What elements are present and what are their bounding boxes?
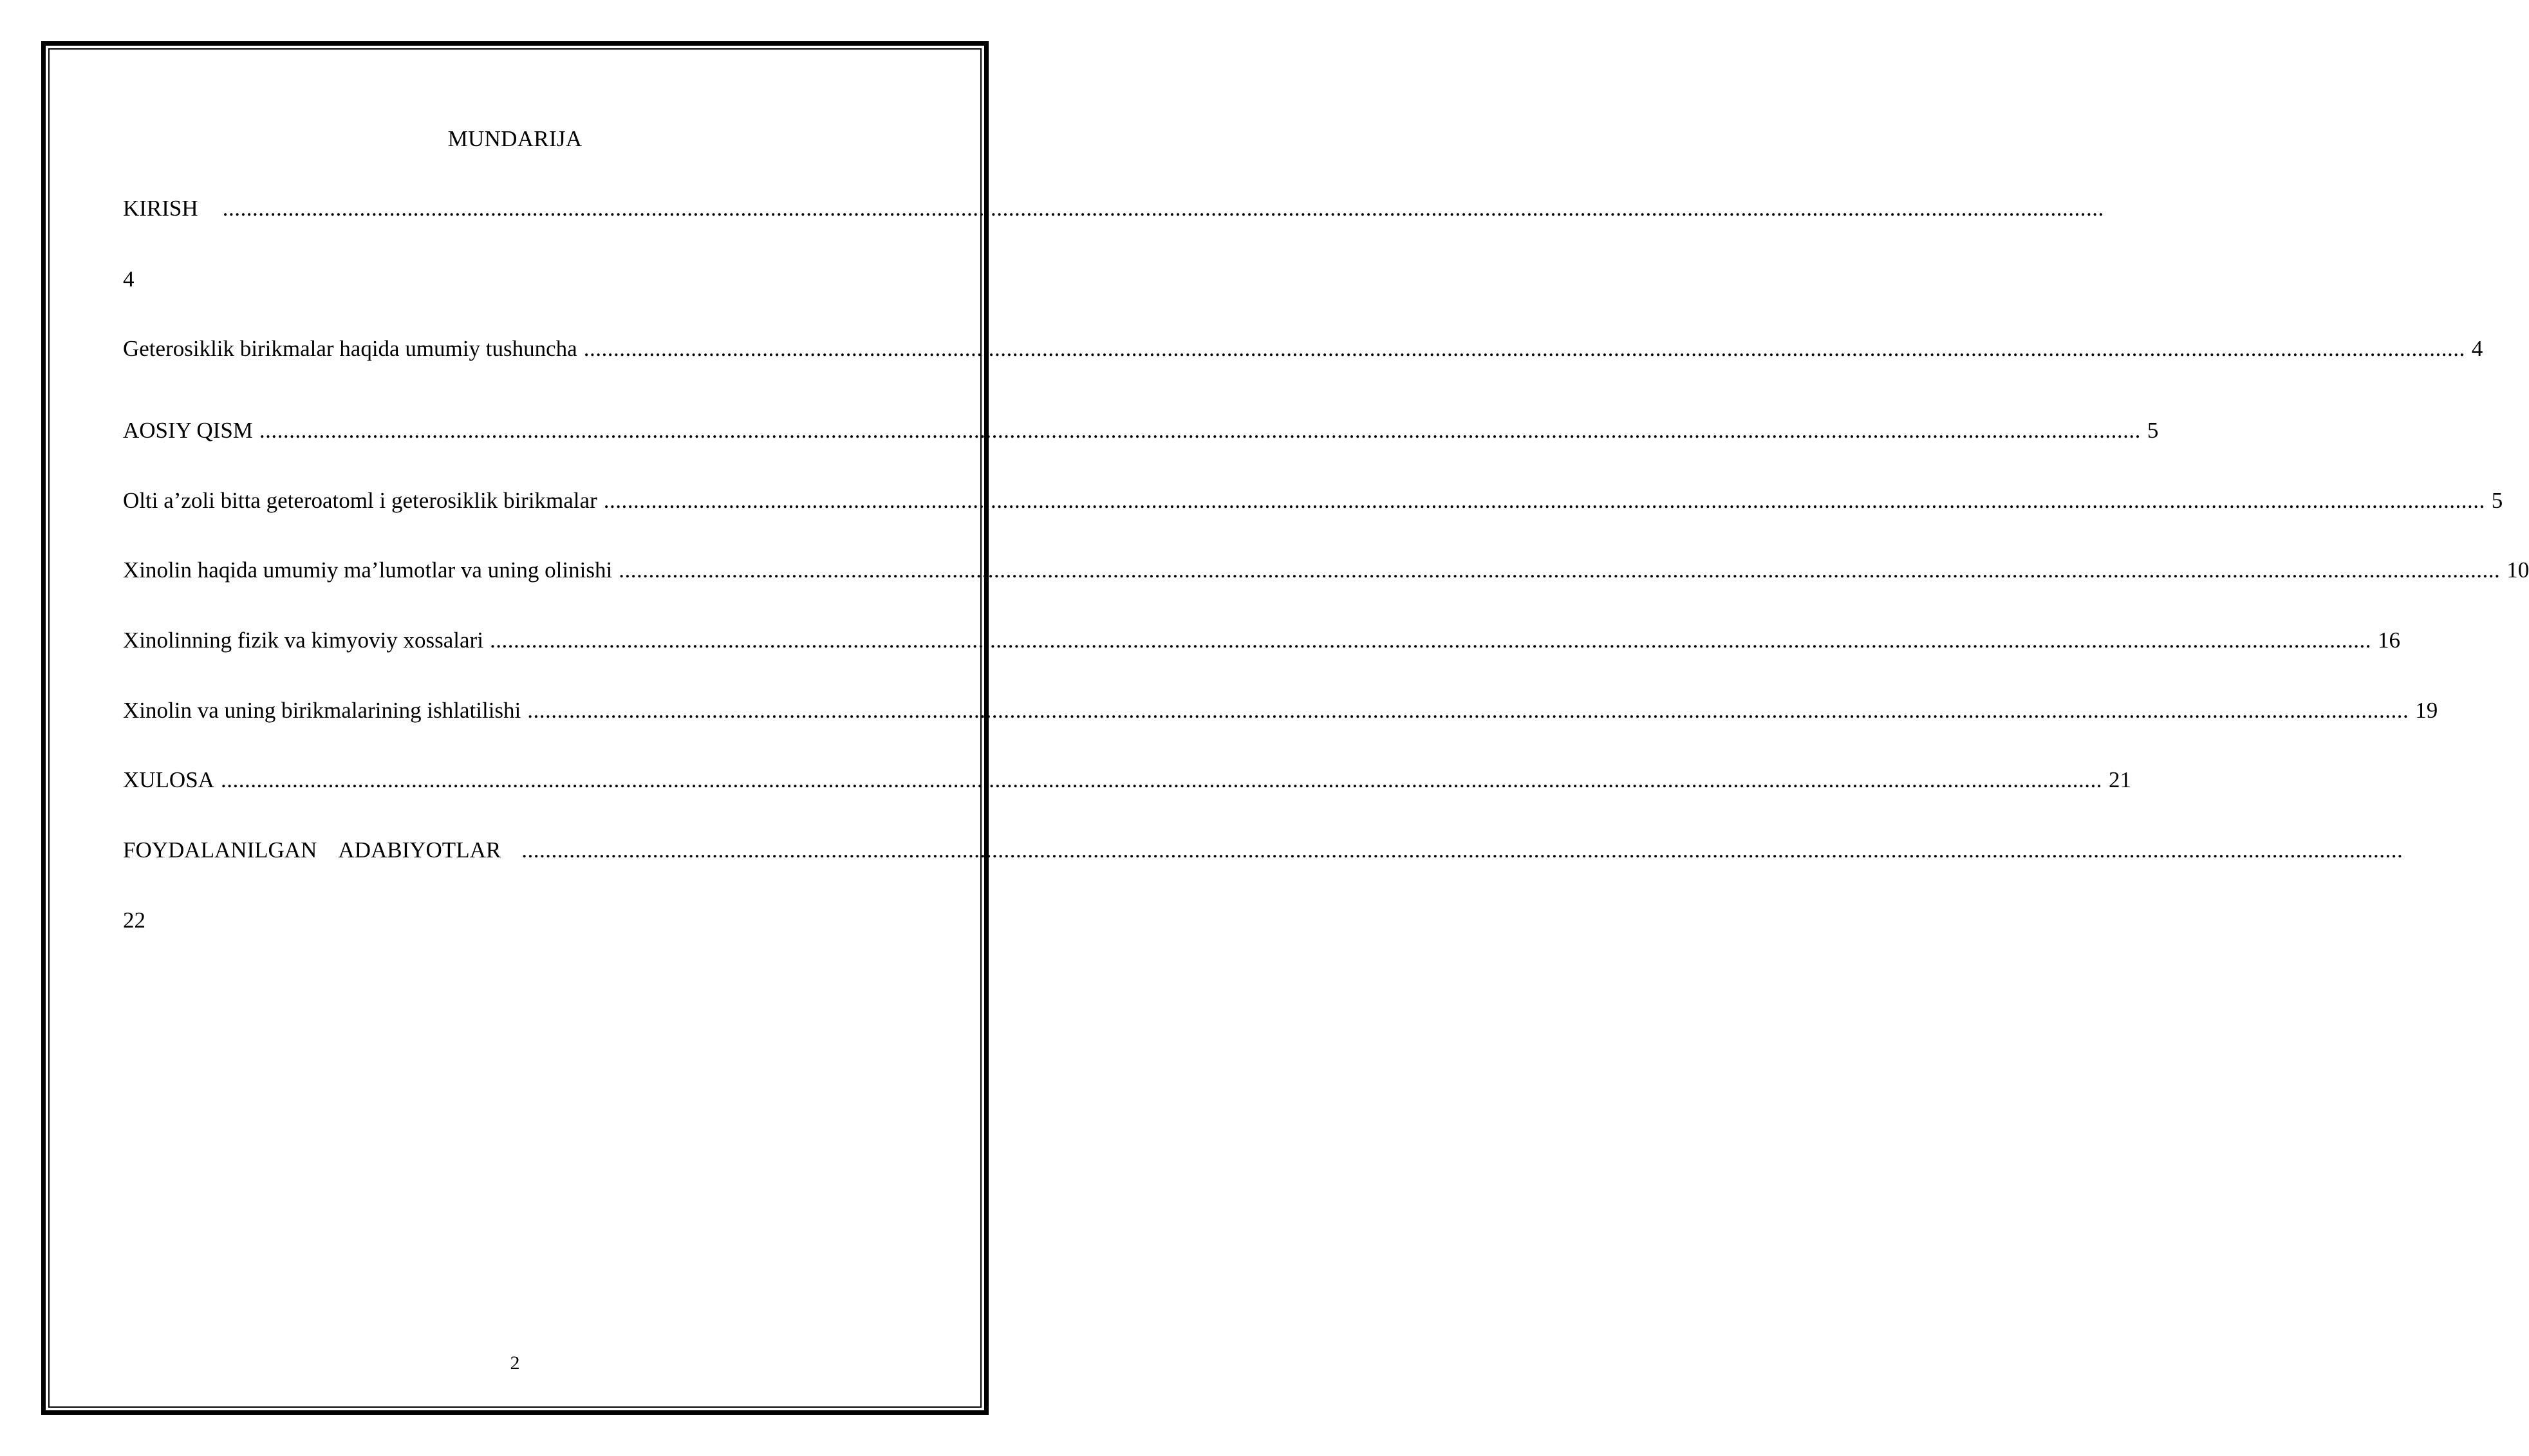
toc-entry-asosiy-qism[interactable] <box>123 415 2159 446</box>
toc-entry-page: 19 <box>2415 698 2438 723</box>
dot-leader: ............................................................................................................................................................................................................................................................................................................................ <box>619 557 2501 583</box>
toc-entry-label: Olti a’zoli bitta geteroatoml i geterosiklik birikmalar <box>123 488 597 513</box>
dot-leader: ............................................................................................................................................................................................................................................................................................................................ <box>527 698 2409 723</box>
page-number: 2 <box>510 1352 520 1374</box>
toc-entry-page: 16 <box>2377 628 2400 653</box>
toc-entry-page: 4 <box>2471 336 2483 361</box>
dot-leader: ............................................................................................................................................................................................................................................................................................................................ <box>583 336 2465 361</box>
toc-entry-label: Xinolin va uning birikmalarining ishlatilishi <box>123 698 521 723</box>
toc-entry-page: 22 <box>123 908 145 933</box>
toc-entry-label: Geterosiklik birikmalar haqida umumiy tushuncha <box>123 336 577 361</box>
dot-leader: ............................................................................................................................................................................................................................................................................................................................ <box>222 196 2104 221</box>
dot-leader: ............................................................................................................................................................................................................................................................................................................................ <box>603 488 2485 513</box>
toc-entry-label: KIRISH <box>123 196 198 221</box>
toc-entry-foydalanilgan-adabiyotlar[interactable] <box>123 835 2403 866</box>
toc-entry-label: Xinolinning fizik va kimyoviy xossalari <box>123 628 483 653</box>
toc-entry-label: FOYDALANILGAN ADABIYOTLAR <box>123 837 501 863</box>
toc-entry-kirish[interactable] <box>123 193 2104 224</box>
page-title: MUNDARIJA <box>447 126 583 151</box>
toc-entry-page: 4 <box>123 266 135 292</box>
toc-entry-page: 5 <box>2147 418 2159 443</box>
dot-leader: ............................................................................................................................................................................................................................................................................................................................ <box>521 837 2403 863</box>
toc-entry-geterosiklik[interactable] <box>123 333 2483 364</box>
toc-entry-olti-azoli[interactable] <box>123 485 2503 516</box>
dot-leader: ............................................................................................................................................................................................................................................................................................................................ <box>489 628 2371 653</box>
toc-entry-label: Xinolin haqida umumiy ma’lumotlar va uning olinishi <box>123 557 613 583</box>
toc-entry-xinolin-haqida[interactable] <box>123 555 2529 586</box>
toc-entry-label: XULOSA <box>123 767 214 792</box>
dot-leader: ............................................................................................................................................................................................................................................................................................................................ <box>220 767 2102 792</box>
toc-entry-xulosa[interactable] <box>123 765 2131 796</box>
toc-entry-page: 10 <box>2506 557 2529 583</box>
dot-leader: ............................................................................................................................................................................................................................................................................................................................ <box>259 418 2141 443</box>
toc-entry-page: 5 <box>2491 488 2503 513</box>
toc-entry-xinolin-ishlatilishi[interactable] <box>123 695 2438 726</box>
toc-entry-label: AOSIY QISM <box>123 418 253 443</box>
toc-entry-xinolinning-xossalari[interactable] <box>123 625 2400 656</box>
page-border-inner <box>48 48 982 1408</box>
toc-entry-page: 21 <box>2108 767 2131 792</box>
